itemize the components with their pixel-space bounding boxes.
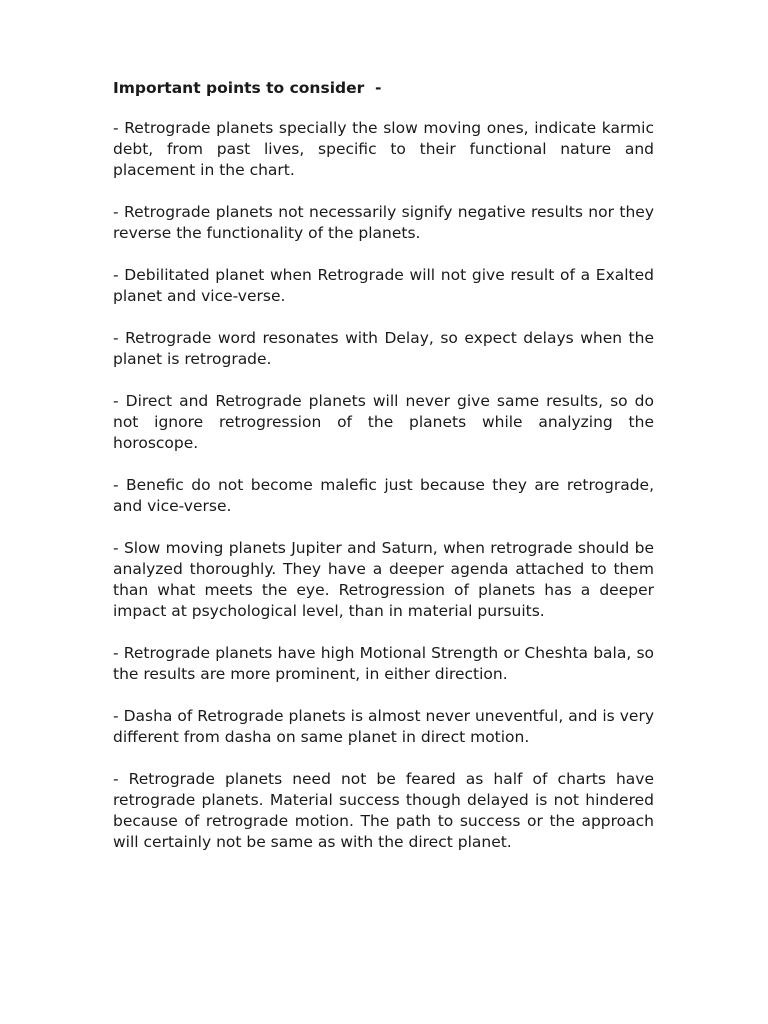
point-1: - Retrograde planets specially the slow moving ones, indicate karmic debt, from past lives, specific to their functional nature and placement in the chart. <box>113 119 654 179</box>
point-4: - Retrograde word resonates with Delay, so expect delays when the planet is retrograde. <box>113 329 654 368</box>
point-10: - Retrograde planets need not be feared as half of charts have retrograde planets. Material success though delayed is not hindered because of retrograde motion. The path to success or the approach will certainly not be same as with the direct planet. <box>113 770 654 851</box>
point-9: - Dasha of Retrograde planets is almost never uneventful, and is very different from dasha on same planet in direct motion. <box>113 707 654 746</box>
document-heading: Important points to consider - <box>113 79 382 97</box>
point-8: - Retrograde planets have high Motional Strength or Cheshta bala, so the results are more prominent, in either direction. <box>113 644 654 683</box>
point-7: - Slow moving planets Jupiter and Saturn, when retrograde should be analyzed thoroughly. They have a deeper agenda attached to them than what meets the eye. Retrogression of planets has a deeper impact at psychological level, than in material pursuits. <box>113 539 654 620</box>
document-page <box>113 78 654 853</box>
point-2: - Retrograde planets not necessarily signify negative results nor they reverse the functionality of the planets. <box>113 203 654 242</box>
point-5: - Direct and Retrograde planets will never give same results, so do not ignore retrogression of the planets while analyzing the horoscope. <box>113 392 654 452</box>
point-6: - Benefic do not become malefic just because they are retrograde, and vice-verse. <box>113 476 654 515</box>
point-3: - Debilitated planet when Retrograde will not give result of a Exalted planet and vice-verse. <box>113 266 654 305</box>
